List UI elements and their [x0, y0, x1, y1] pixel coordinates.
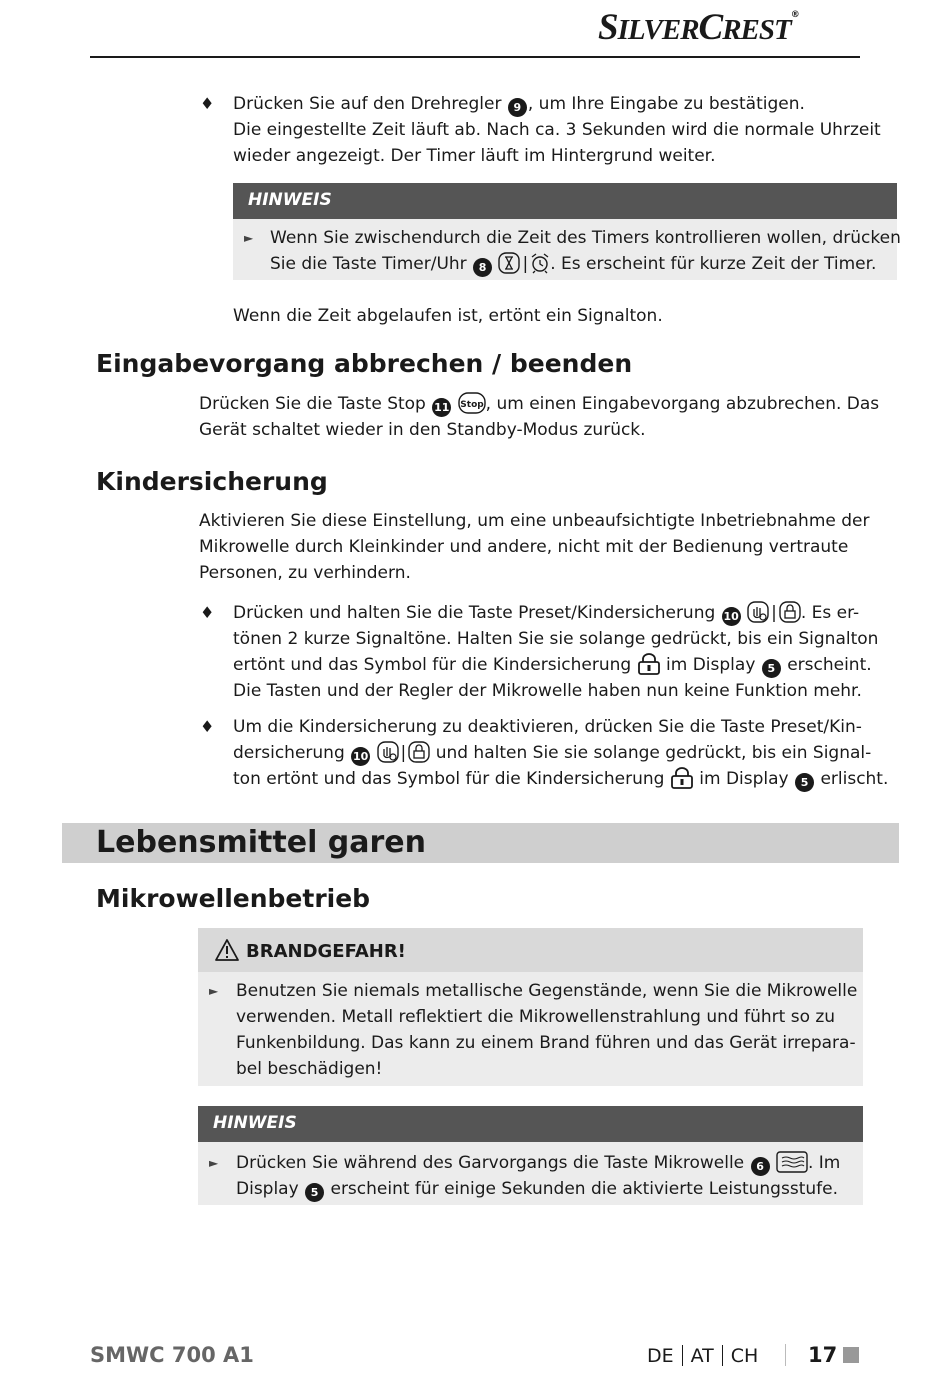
brand-logo: SILVERCREST® — [598, 7, 799, 48]
arrow-bullet-icon: ► — [209, 1156, 219, 1170]
callout-number-9: 9 — [508, 98, 527, 117]
chapter-heading: Lebensmittel garen — [96, 825, 427, 860]
cooking-note-line-1: Drücken Sie während des Garvorgangs die Taste Mikrowelle 6 . Im — [236, 1150, 840, 1181]
callout-number-10: 10 — [351, 747, 370, 766]
diamond-bullet-icon: ♦ — [200, 603, 215, 622]
timer-finished-text: Wenn die Zeit abgelaufen ist, ertönt ein Signalton. — [233, 306, 663, 326]
timer-step-line-1: Drücken Sie auf den Drehregler 9 , um Ihre Eingabe zu bestätigen. — [233, 91, 805, 117]
callout-number-5: 5 — [305, 1183, 324, 1202]
childlock-b2-line-2: dersicherung 10 | und halten Sie sie solange gedrückt, bis ein Signal- — [233, 740, 871, 771]
alarm-clock-icon — [530, 252, 550, 282]
childlock-b2-line-3: ton ertönt und das Symbol für die Kindersicherung im Display 5 erlischt. — [233, 766, 888, 797]
childlock-b1-line-1: Drücken und halten Sie die Taste Preset/Kindersicherung 10 | . Es er- — [233, 600, 859, 631]
diamond-bullet-icon: ♦ — [200, 94, 215, 113]
childlock-heading: Kindersicherung — [96, 467, 328, 496]
note-header: HINWEIS — [198, 1106, 863, 1142]
warning-line-2: verwenden. Metall reflektiert die Mikrowellenstrahlung und führt so zu — [236, 1007, 836, 1027]
callout-number-10: 10 — [722, 607, 741, 626]
footer-languages: DE AT CH — [647, 1345, 759, 1367]
warning-line-3: Funkenbildung. Das kann zu einem Brand führen und das Gerät irrepara- — [236, 1033, 856, 1053]
page-number: 17 — [808, 1343, 838, 1367]
callout-number-8: 8 — [473, 258, 492, 277]
warning-header — [198, 928, 863, 972]
note-header: HINWEIS — [233, 183, 897, 219]
padlock-icon — [670, 767, 694, 797]
cooking-note-line-2: Display 5 erscheint für einige Sekunden die aktivierte Leistungsstufe. — [236, 1176, 838, 1202]
childlock-intro-2: Mikrowelle durch Kleinkinder und andere, nicht mit der Bedienung vertraute — [199, 537, 849, 557]
timer-step-line-2: Die eingestellte Zeit läuft ab. Nach ca. 3 Sekunden wird die normale Uhrzeit — [233, 120, 881, 140]
cancel-line-1: Drücken Sie die Taste Stop 11 Stop , um einen Eingabevorgang abzubrechen. Das — [199, 391, 879, 422]
timer-note-line-1: Wenn Sie zwischendurch die Zeit des Timers kontrollieren wollen, drücken — [270, 228, 901, 248]
header-rule — [90, 56, 860, 58]
childlock-intro-3: Personen, zu verhindern. — [199, 563, 411, 583]
timer-step-line-3: wieder angezeigt. Der Timer läuft im Hintergrund weiter. — [233, 146, 716, 166]
childlock-b2-line-1: Um die Kindersicherung zu deaktivieren, drücken Sie die Taste Preset/Kin- — [233, 717, 862, 737]
warning-line-1: Benutzen Sie niemals metallische Gegenstände, wenn Sie die Mikrowelle — [236, 981, 858, 1001]
warning-line-4: bel beschädigen! — [236, 1059, 383, 1079]
callout-number-5: 5 — [762, 659, 781, 678]
diamond-bullet-icon: ♦ — [200, 717, 215, 736]
arrow-bullet-icon: ► — [209, 984, 219, 998]
warning-triangle-icon — [214, 938, 240, 962]
cancel-line-2: Gerät schaltet wieder in den Standby-Modus zurück. — [199, 420, 646, 440]
childlock-b1-line-3: ertönt und das Symbol für die Kindersicherung im Display 5 erscheint. — [233, 652, 872, 683]
arrow-bullet-icon: ► — [244, 231, 254, 245]
childlock-b1-line-4: Die Tasten und der Regler der Mikrowelle haben nun keine Funktion mehr. — [233, 681, 862, 701]
timer-note-line-2: Sie die Taste Timer/Uhr 8 | . Es erscheint für kurze Zeit der Timer. — [270, 251, 876, 282]
hourglass-icon — [498, 252, 520, 282]
footer-divider — [785, 1344, 786, 1366]
childlock-intro-1: Aktivieren Sie diese Einstellung, um eine unbeaufsichtigte Inbetriebnahme der — [199, 511, 870, 531]
callout-number-5: 5 — [795, 773, 814, 792]
footer-model: SMWC 700 A1 — [90, 1343, 254, 1367]
microwave-mode-heading: Mikrowellenbetrieb — [96, 884, 371, 913]
cancel-heading: Eingabevorgang abbrechen / beenden — [96, 349, 633, 378]
page-marker-square — [843, 1347, 859, 1363]
callout-number-6: 6 — [751, 1157, 770, 1176]
callout-number-11: 11 — [432, 398, 451, 417]
childlock-b1-line-2: tönen 2 kurze Signaltöne. Halten Sie sie solange gedrückt, bis ein Signalton — [233, 629, 879, 649]
warning-title: BRANDGEFAHR! — [246, 941, 406, 962]
svg-text:Stop: Stop — [459, 400, 484, 410]
